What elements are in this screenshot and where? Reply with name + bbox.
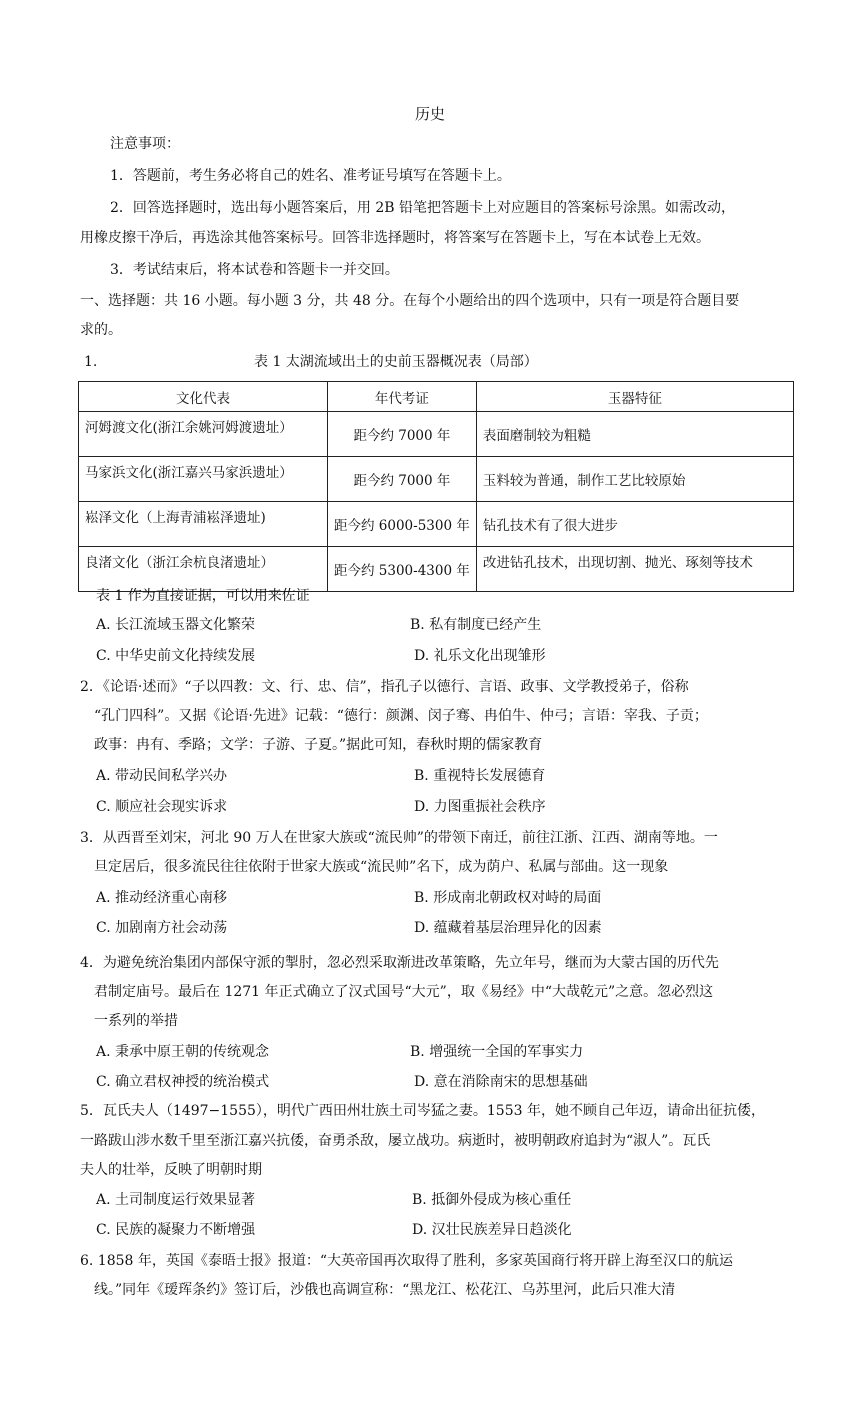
table-row [79,412,794,457]
q6-stem-line-2: 线。”同年《瑷珲条约》签订后，沙俄也高调宣称：“黑龙江、松花江、乌苏里河，此后只准大清 [94,1282,676,1298]
table-cell: 玉料较为普通，制作工艺比较原始 [476,457,793,502]
table-cell: 河姆渡文化(浙江余姚河姆渡遗址） [79,412,328,457]
table-row [79,457,794,502]
q1-option-c[interactable]: C. 中华史前文化持续发展 [96,648,256,664]
q4-stem-line-1: 4．为避免统治集团内部保守派的掣肘，忽必烈采取渐进改革策略，先立年号，继而为大蒙古国的历代先 [80,955,719,971]
table-cell: 距今约 6000-5300 年 [328,502,477,547]
table-cell: 良渚文化（浙江余杭良渚遗址） [79,547,328,592]
q4-stem-line-2: 君制定庙号。最后在 1271 年正式确立了汉式国号“大元”，取《易经》中“大哉乾元”之意。忽必烈这 [94,984,714,1000]
q3-stem-line-2: 旦定居后，很多流民往往依附于世家大族或“流民帅”名下，成为荫户、私属与部曲。这一现象 [94,859,669,875]
table-row [79,547,794,592]
page-title: 历史 [414,105,445,123]
q1-stem: 表 1 作为直接证据，可以用来佐证 [96,588,310,604]
table-cell: 距今约 7000 年 [328,412,477,457]
q5-stem-line-1: 5．瓦氏夫人（1497−1555），明代广西田州壮族土司岑猛之妻。1553 年，她不顾自己年迈，请命出征抗倭， [80,1103,765,1119]
q3-option-a[interactable]: A. 推动经济重心南移 [96,890,228,906]
q5-option-b[interactable]: B. 抵御外侵成为核心重任 [412,1192,572,1208]
q1-option-a[interactable]: A. 长江流域玉器文化繁荣 [96,617,256,633]
table-header-cell: 玉器特征 [476,382,793,412]
notice-item-2: 2．回答选择题时，选出每小题答案后，用 2B 铅笔把答题卡上对应题目的答案标号涂黑。如需改动， [110,200,736,216]
q2-stem-line-2: “孔门四科”。又据《论语·先进》记载：“德行：颜渊、闵子骞、冉伯牛、仲弓；言语：宰我、子贡； [94,708,708,724]
q1-option-b[interactable]: B. 私有制度已经产生 [410,617,542,633]
table-row [79,502,794,547]
q5-option-a[interactable]: A. 土司制度运行效果显著 [96,1192,256,1208]
q5-option-c[interactable]: C. 民族的凝聚力不断增强 [96,1222,256,1238]
q1-option-d[interactable]: D. 礼乐文化出现雏形 [414,648,546,664]
notice-item-3: 3．考试结束后，将本试卷和答题卡一并交回。 [110,262,399,278]
q3-option-c[interactable]: C. 加剧南方社会动荡 [96,920,228,936]
q4-option-a[interactable]: A. 秉承中原王朝的传统观念 [96,1044,270,1060]
q4-option-b[interactable]: B. 增强统一全国的军事实力 [410,1044,584,1060]
q2-option-a[interactable]: A. 带动民间私学兴办 [96,768,228,784]
table-cell: 距今约 5300-4300 年 [328,547,477,592]
q2-option-d[interactable]: D. 力图重振社会秩序 [414,799,546,815]
q3-option-b[interactable]: B. 形成南北朝政权对峙的局面 [414,890,602,906]
table-cell: 距今约 7000 年 [328,457,477,502]
table-header-row [79,382,794,412]
q3-option-d[interactable]: D. 蕴藏着基层治理异化的因素 [414,920,602,936]
q1-number: 1. [84,354,98,370]
q4-option-c[interactable]: C. 确立君权神授的统治模式 [96,1074,270,1090]
table-header-cell: 文化代表 [79,382,328,412]
q6-stem-line-1: 6. 1858 年，英国《泰晤士报》报道：“大英帝国再次取得了胜利，多家英国商行将开辟上海至汉口的航运 [80,1253,734,1269]
section-heading-cont: 求的。 [80,322,122,338]
q4-option-d[interactable]: D. 意在消除南宋的思想基础 [414,1074,588,1090]
jade-table [78,381,794,592]
q2-stem-line-1: 2．《论语·述而》“子以四教：文、行、忠、信”，指孔子以德行、言语、政事、文学教授弟子，俗称 [80,679,689,695]
notice-item-1: 1．答题前，考生务必将自己的姓名、准考证号填写在答题卡上。 [110,168,511,184]
table-cell: 表面磨制较为粗糙 [476,412,793,457]
q5-option-d[interactable]: D. 汉壮民族差异日趋淡化 [412,1222,572,1238]
table-caption: 表 1 太湖流域出土的史前玉器概况表（局部） [254,354,538,370]
table-cell: 改进钻孔技术，出现切割、抛光、琢刻等技术 [476,547,793,592]
table-cell: 钻孔技术有了很大进步 [476,502,793,547]
notice-item-2-cont: 用橡皮擦干净后，再选涂其他答案标号。回答非选择题时，将答案写在答题卡上，写在本试卷上无效。 [80,230,710,246]
q5-stem-line-3: 夫人的壮举，反映了明朝时期 [80,1162,262,1178]
q2-option-c[interactable]: C. 顺应社会现实诉求 [96,799,228,815]
table-cell: 马家浜文化(浙江嘉兴马家浜遗址） [79,457,328,502]
q2-option-b[interactable]: B. 重视特长发展德育 [414,768,546,784]
table-header-cell: 年代考证 [328,382,477,412]
q3-stem-line-1: 3．从西晋至刘宋，河北 90 万人在世家大族或“流民帅”的带领下南迁，前往江浙、江西、湖南等地。一 [80,830,718,846]
table-cell: 崧泽文化（上海青浦崧泽遗址) [79,502,328,547]
section-heading: 一、选择题：共 16 小题。每小题 3 分，共 48 分。在每个小题给出的四个选项中，只有一项是符合题目要 [80,293,740,309]
q5-stem-line-2: 一路跋山涉水数千里至浙江嘉兴抗倭，奋勇杀敌，屡立战功。病逝时，被明朝政府追封为“淑人”。瓦氏 [80,1133,711,1149]
q2-stem-line-3: 政事：冉有、季路；文学：子游、子夏。”据此可知，春秋时期的儒家教育 [94,737,543,753]
notice-heading: 注意事项： [110,136,180,152]
q4-stem-line-3: 一系列的举措 [94,1013,178,1029]
